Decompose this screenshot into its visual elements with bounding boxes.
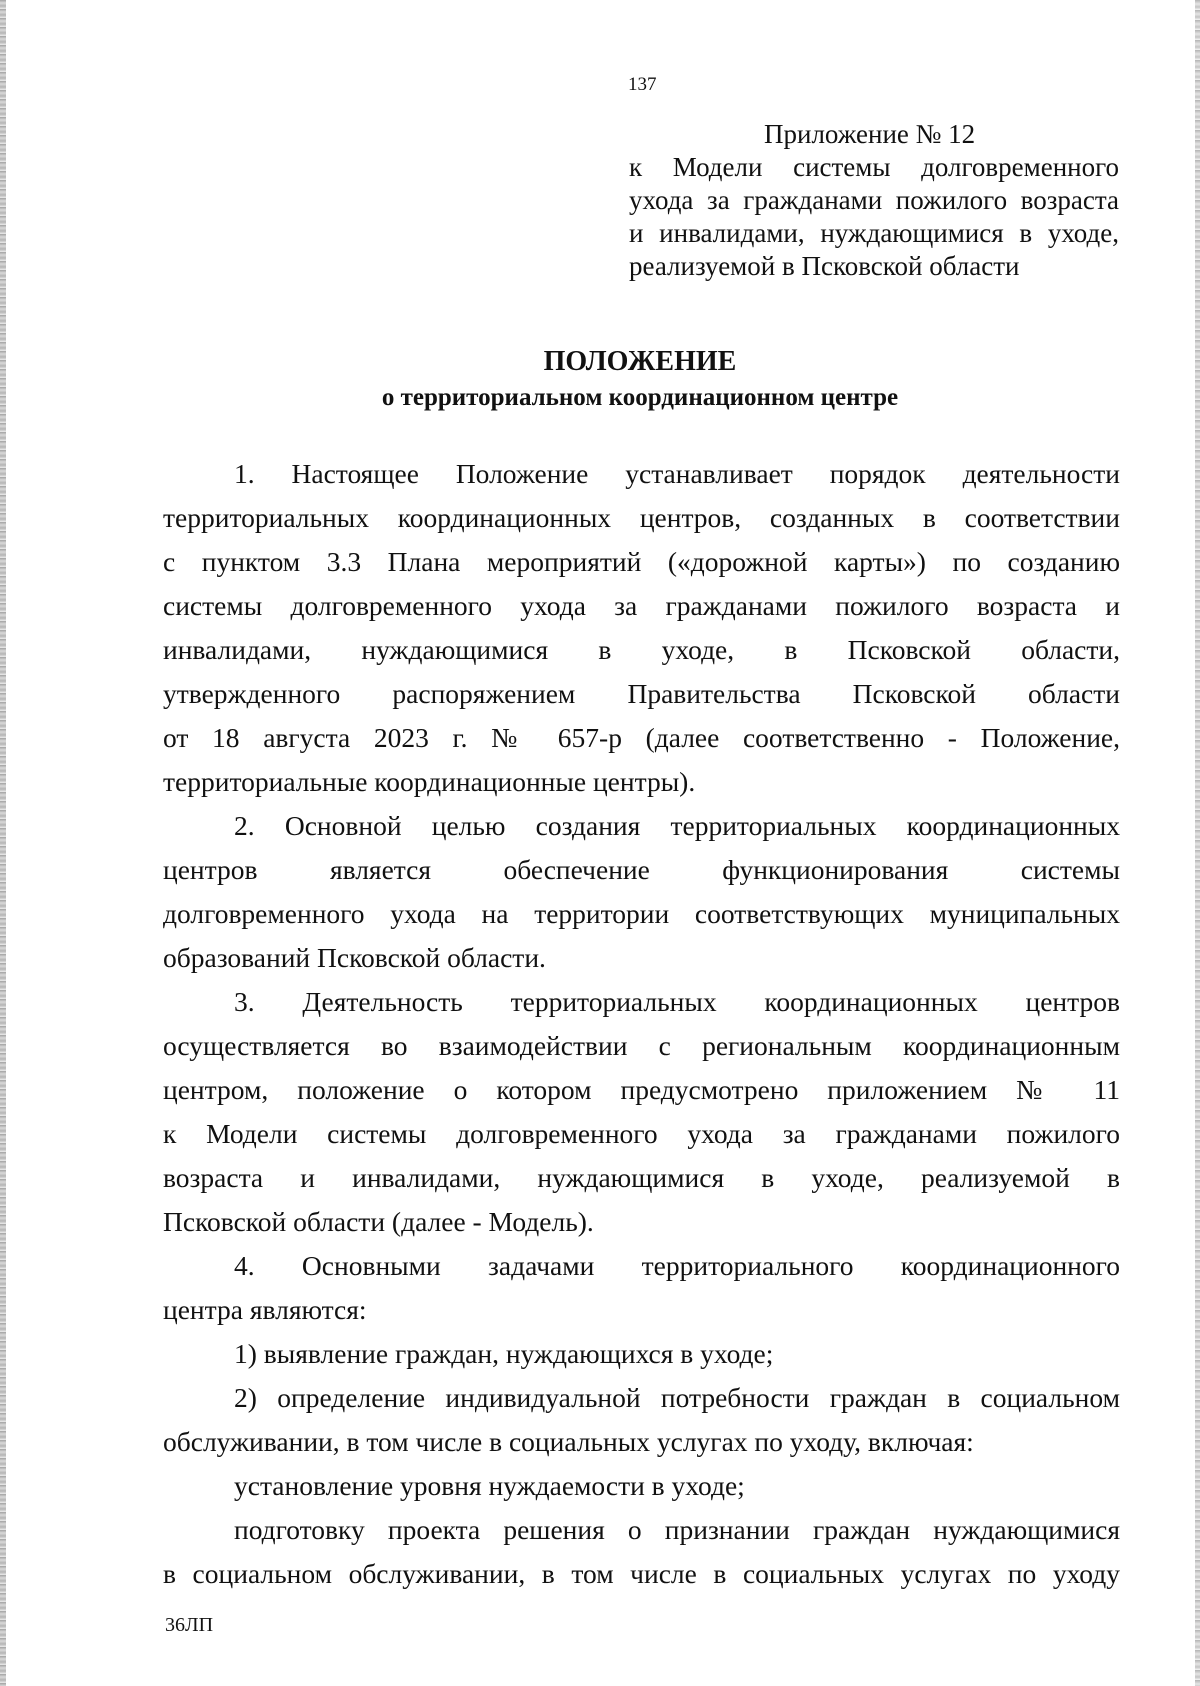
paragraph-1-line: утвержденного распоряжением Правительства Псковской области — [163, 678, 1120, 709]
paragraph-2-line: 2. Основной целью создания территориальных координационных — [234, 810, 1120, 841]
annex-line: к Модели системы долговременного — [629, 152, 1119, 182]
paragraph-3-line: к Модели системы долговременного ухода за гражданами пожилого — [163, 1118, 1120, 1149]
sub-item-line: подготовку проекта решения о признании граждан нуждающимися — [234, 1514, 1120, 1545]
scan-edge-right — [1195, 0, 1200, 1686]
page-number: 137 — [628, 74, 657, 95]
paragraph-1-line: от 18 августа 2023 г. № 657-р (далее соответственно - Положение, — [163, 722, 1120, 753]
paragraph-4-line: центра являются: — [163, 1294, 367, 1325]
list-item-2-line: 2) определение индивидуальной потребности граждан в социальном — [234, 1382, 1120, 1413]
paragraph-3-line: 3. Деятельность территориальных координационных центров — [234, 986, 1120, 1017]
paragraph-2-line: центров является обеспечение функционирования системы — [163, 854, 1120, 885]
annex-line: ухода за гражданами пожилого возраста — [629, 185, 1119, 215]
paragraph-3-line: Псковской области (далее - Модель). — [163, 1206, 594, 1237]
body-text — [163, 452, 1120, 1596]
paragraph-3-line: возраста и инвалидами, нуждающимися в уходе, реализуемой в — [163, 1162, 1120, 1193]
paragraph-2-line: образований Псковской области. — [163, 942, 546, 973]
paragraph-1-line: с пунктом 3.3 Плана мероприятий («дорожной карты») по созданию — [163, 546, 1120, 577]
paragraph-1-line: 1. Настоящее Положение устанавливает порядок деятельности — [234, 458, 1120, 489]
list-item-2-line: обслуживании, в том числе в социальных услугах по уходу, включая: — [163, 1426, 974, 1457]
paragraph-1-line: территориальных координационных центров, созданных в соответствии — [163, 502, 1120, 533]
paragraph-1-line: территориальные координационные центры). — [163, 766, 696, 797]
annex-title: Приложение № 12 — [764, 119, 976, 149]
scan-edge-left — [0, 0, 6, 1686]
paragraph-3-line: осуществляется во взаимодействии с региональным координационным — [163, 1030, 1120, 1061]
annex-line: и инвалидами, нуждающимися в уходе, — [629, 218, 1119, 248]
paragraph-1-line: инвалидами, нуждающимися в уходе, в Псковской области, — [163, 634, 1120, 665]
document-subtitle: о территориальном координационном центре — [381, 384, 899, 411]
annex-block — [629, 118, 1119, 283]
annex-line: реализуемой в Псковской области — [629, 251, 1020, 281]
paragraph-3-line: центром, положение о котором предусмотрено приложением № 11 — [163, 1074, 1120, 1105]
footer-code: 36ЛП — [165, 1614, 214, 1636]
paragraph-4-line: 4. Основными задачами территориального координационного — [234, 1250, 1120, 1281]
paragraph-1-line: системы долговременного ухода за гражданами пожилого возраста и — [163, 590, 1120, 621]
document-title: ПОЛОЖЕНИЕ — [543, 346, 737, 377]
sub-item-line: в социальном обслуживании, в том числе в социальных услугах по уходу — [163, 1558, 1120, 1589]
sub-item-line: установление уровня нуждаемости в уходе; — [234, 1470, 745, 1501]
list-item-1: 1) выявление граждан, нуждающихся в уходе; — [234, 1338, 774, 1369]
paragraph-2-line: долговременного ухода на территории соответствующих муниципальных — [163, 898, 1120, 929]
